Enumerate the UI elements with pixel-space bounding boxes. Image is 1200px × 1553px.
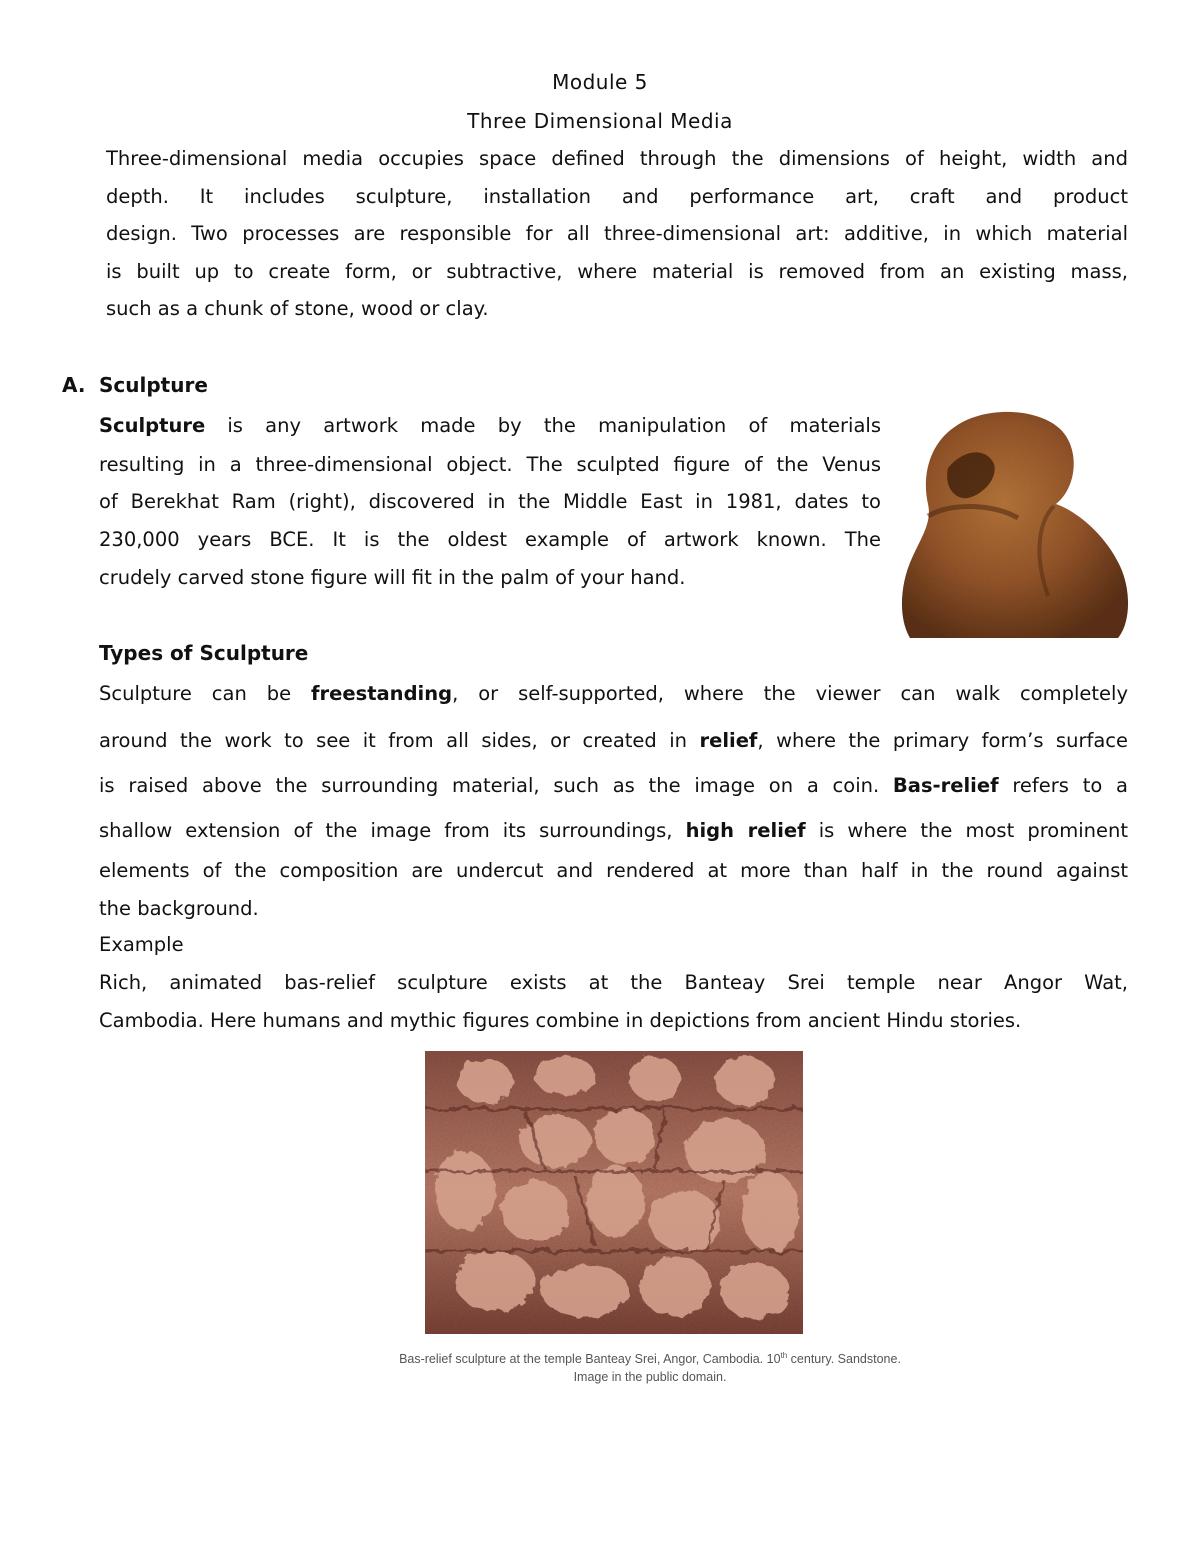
sculpture-term: Sculpture (99, 414, 206, 437)
types-line: the background. (99, 897, 259, 920)
intro-line: design. Two processes are responsible for all three-dimensional art: additive, in which material (106, 222, 1128, 245)
banteay-srei-bas-relief-image (425, 1051, 803, 1334)
caption-superscript: th (780, 1351, 788, 1360)
sculpture-line (99, 414, 881, 438)
image-credit: Image in the public domain. (573, 1370, 727, 1384)
intro-line: Three-dimensional media occupies space defined through the dimensions of height, width and (106, 147, 1128, 170)
types-text: Sculpture can be (99, 682, 312, 705)
example-line: Cambodia. Here humans and mythic figures combine in depictions from ancient Hindu stories. (99, 1009, 1022, 1032)
types-text: refers to a (998, 774, 1128, 797)
types-heading: Types of Sculpture (99, 641, 309, 665)
section-a-marker: A. (62, 373, 86, 397)
types-line (99, 729, 1128, 753)
example-label: Example (99, 933, 184, 956)
module-number: Module 5 (552, 70, 648, 94)
section-a-heading: Sculpture (99, 373, 208, 397)
relief-term: relief (699, 729, 758, 752)
sculpture-line: 230,000 years BCE. It is the oldest example of artwork known. The (99, 528, 881, 551)
freestanding-term: freestanding (311, 682, 453, 705)
intro-line: is built up to create form, or subtractive, where material is removed from an existing mass, (106, 260, 1128, 283)
types-text: shallow extension of the image from its surroundings, (99, 819, 686, 842)
example-line: Rich, animated bas-relief sculpture exists at the Banteay Srei temple near Angor Wat, (99, 971, 1128, 994)
bas-relief-term: Bas-relief (892, 774, 999, 797)
types-text: , where the primary form’s surface (757, 729, 1128, 752)
caption-text: century. Sandstone. (787, 1352, 901, 1367)
high-relief-term: high relief (685, 819, 806, 842)
image-caption (300, 1346, 1000, 1369)
types-text: is where the most prominent (805, 819, 1128, 842)
types-text: , or self-supported, where the viewer can walk completely (452, 682, 1128, 705)
sculpture-line: crudely carved stone figure will fit in the palm of your hand. (99, 566, 686, 589)
sculpture-line-rest: is any artwork made by the manipulation of materials (205, 414, 881, 437)
sculpture-line: resulting in a three-dimensional object. The sculpted figure of the Venus (99, 453, 881, 476)
sculpture-line: of Berekhat Ram (right), discovered in the Middle East in 1981, dates to (99, 490, 881, 513)
intro-line: depth. It includes sculpture, installation and performance art, craft and product (106, 185, 1128, 208)
intro-line: such as a chunk of stone, wood or clay. (106, 297, 489, 320)
types-line (99, 819, 1128, 843)
page-title: Three Dimensional Media (467, 109, 733, 133)
types-text: is raised above the surrounding material, such as the image on a coin. (99, 774, 893, 797)
types-line: elements of the composition are undercut and rendered at more than half in the round against (99, 859, 1128, 882)
types-line (99, 682, 1128, 706)
types-text: around the work to see it from all sides, or created in (99, 729, 700, 752)
caption-text: Bas-relief sculpture at the temple Banteay Srei, Angor, Cambodia. 10 (399, 1352, 781, 1367)
types-line (99, 774, 1128, 798)
venus-berekhat-ram-image (898, 406, 1132, 640)
